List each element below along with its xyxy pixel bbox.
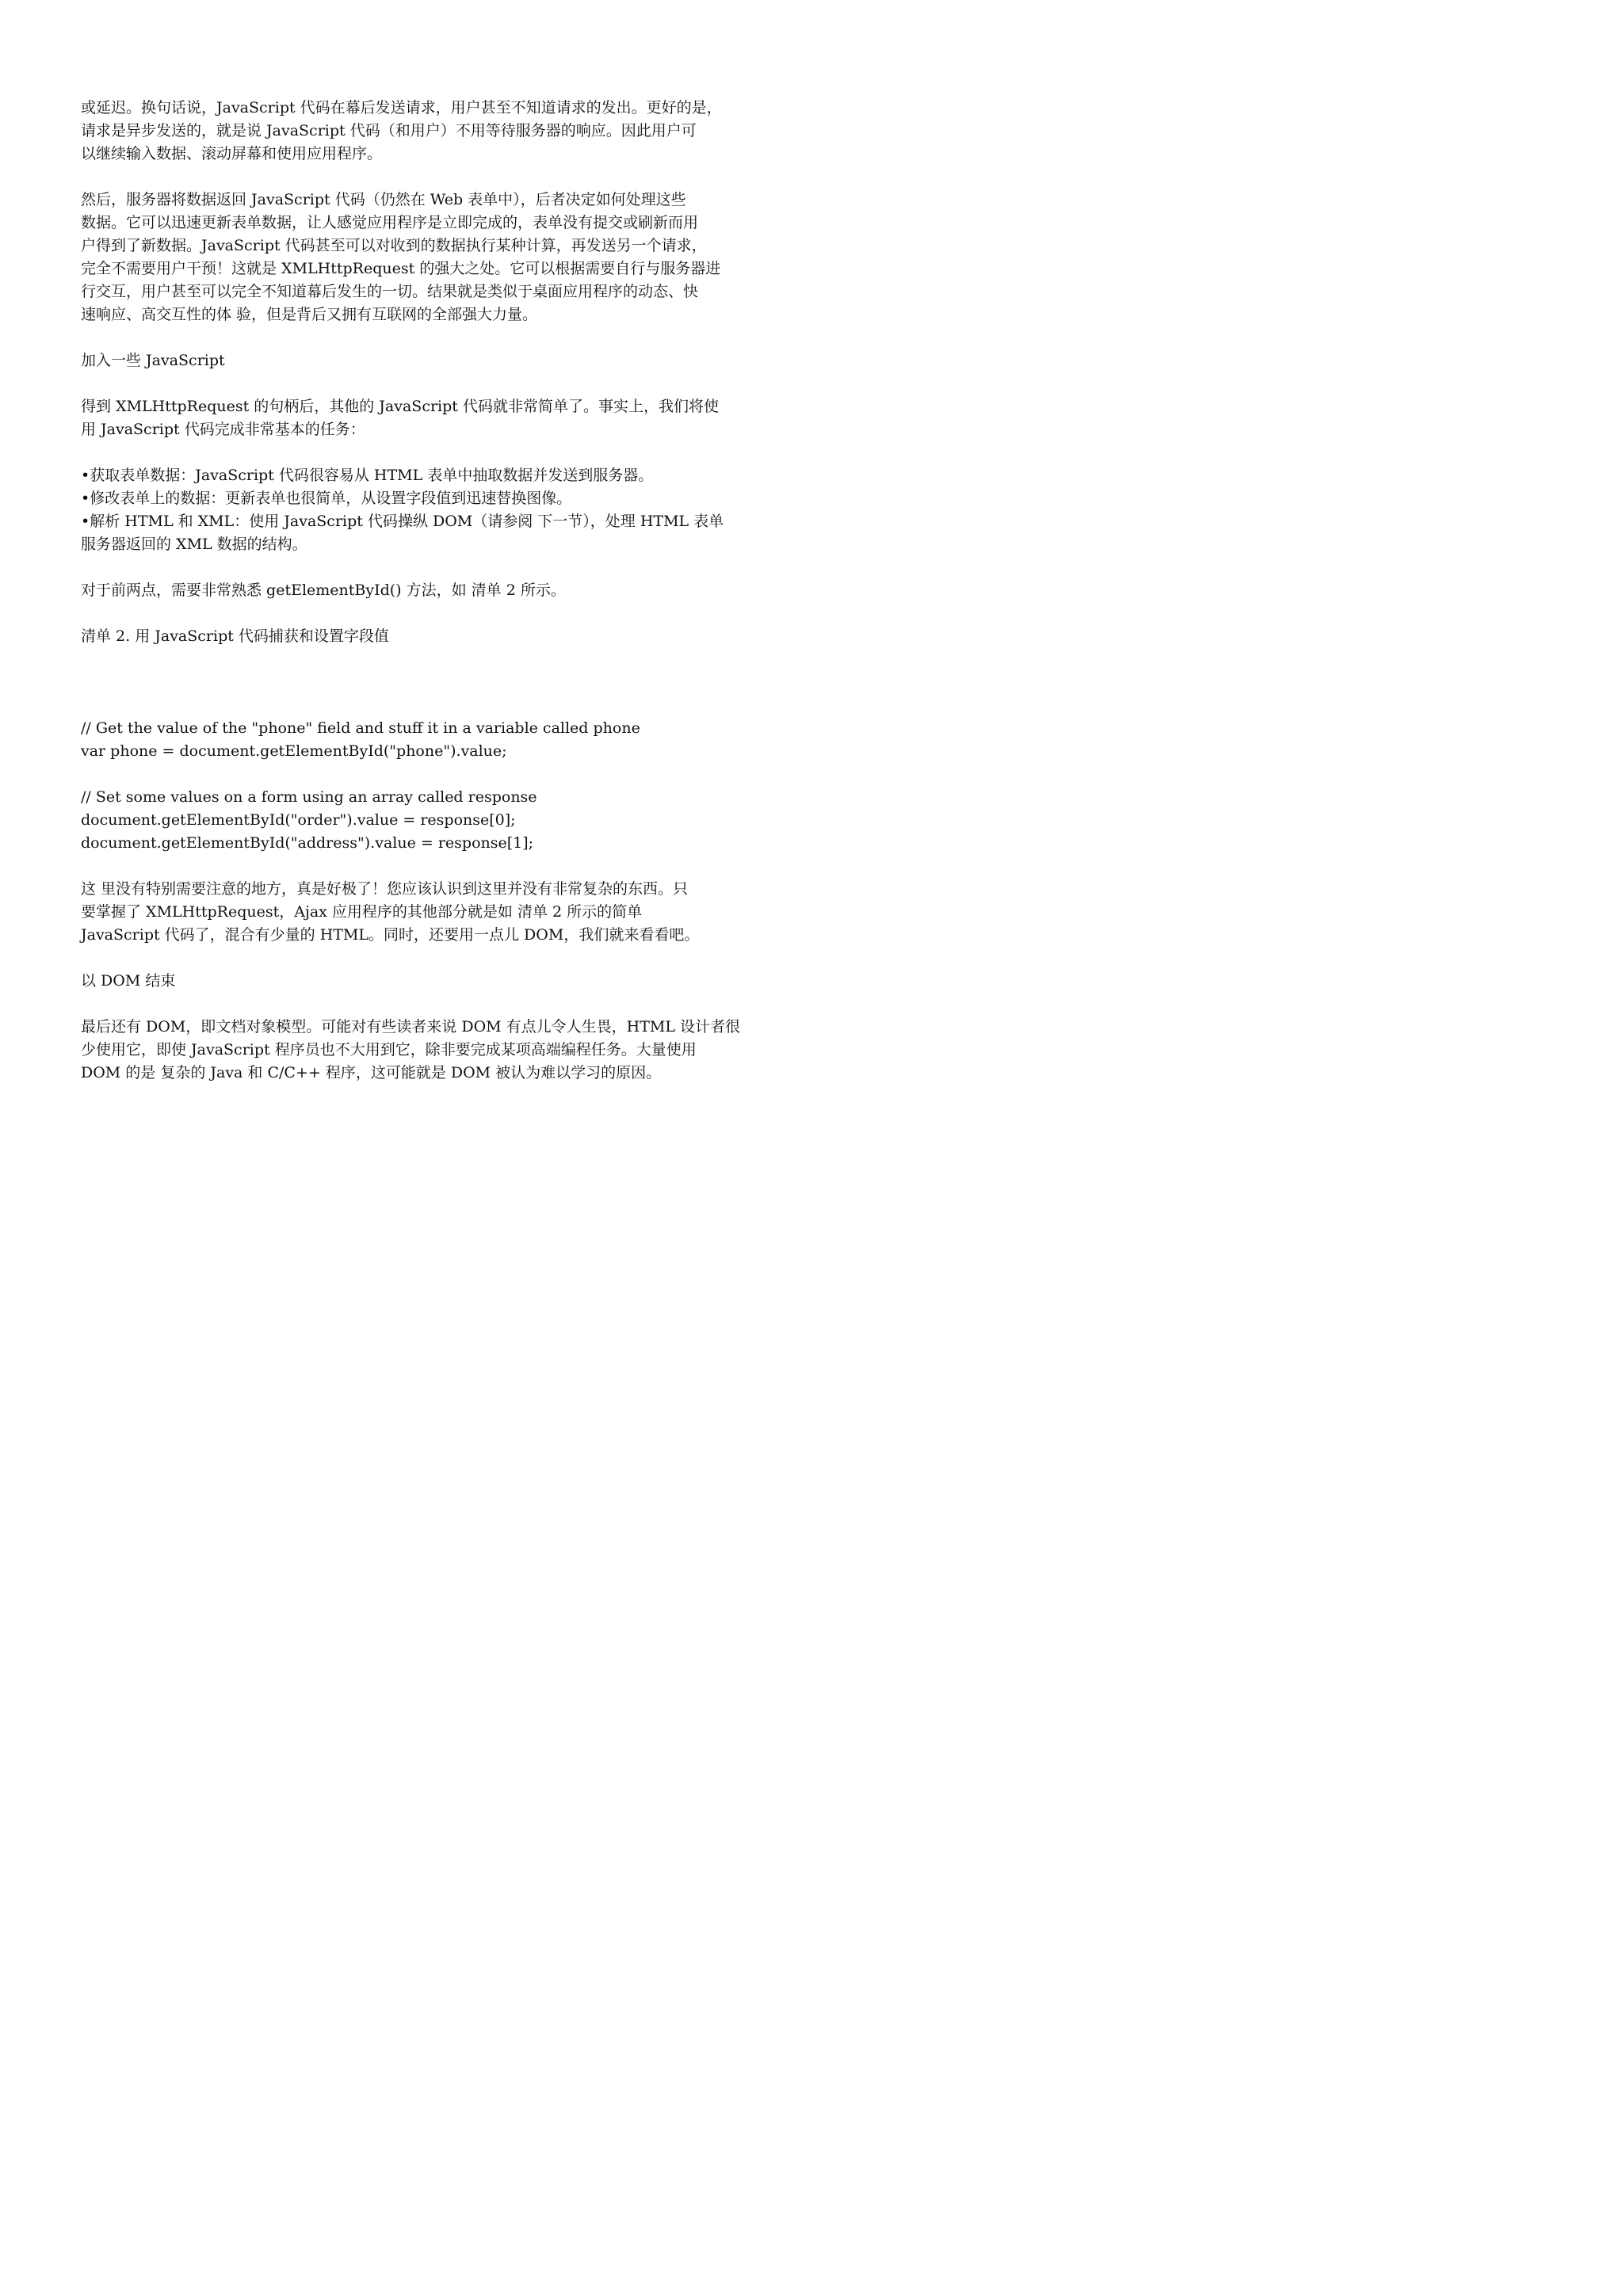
code-blank-line <box>81 763 802 786</box>
list-item: •解析 HTML 和 XML：使用 JavaScript 代码操纵 DOM（请参阅 下一节），处理 HTML 表单 <box>81 513 724 530</box>
list-item: •修改表单上的数据：更新表单也很简单，从设置字段值到迅速替换图像。 <box>81 490 572 507</box>
paragraph-nothing-special <box>81 878 802 947</box>
text-line: 或延迟。换句话说，JavaScript 代码在幕后发送请求，用户甚至不知道请求的发出。更好的是， <box>81 99 722 116</box>
text-line: 速响应、高交互性的体 验，但是背后又拥有互联网的全部强大力量。 <box>81 306 538 323</box>
bullet-list <box>81 464 802 556</box>
text-line: 请求是异步发送的，就是说 JavaScript 代码（和用户）不用等待服务器的响应。因此用户可 <box>81 122 697 139</box>
code-line: // Set some values on a form using an array called response <box>81 788 537 806</box>
code-line: // Get the value of the "phone" field and stuff it in a variable called phone <box>81 719 640 737</box>
paragraph-server-response <box>81 189 802 326</box>
code-line: document.getElementById("address").value = response[1]; <box>81 834 534 852</box>
text-line: 行交互，用户甚至可以完全不知道幕后发生的一切。结果就是类似于桌面应用程序的动态、快 <box>81 283 699 300</box>
text-line: JavaScript 代码了，混合有少量的 HTML。同时，还要用一点儿 DOM，我们就来看看吧。 <box>81 926 700 944</box>
code-listing <box>81 717 802 855</box>
paragraph-spacer <box>81 372 802 395</box>
list-item-continuation: 服务器返回的 XML 数据的结构。 <box>81 536 307 553</box>
text-line: 用 JavaScript 代码完成非常基本的任务： <box>81 421 365 438</box>
text-line: DOM 的是 复杂的 Java 和 C/C++ 程序，这可能就是 DOM 被认为难以学习的原因。 <box>81 1064 662 1081</box>
text-line: 数据。它可以迅速更新表单数据，让人感觉应用程序是立即完成的，表单没有提交或刷新而用 <box>81 214 699 231</box>
paragraph-spacer <box>81 556 802 579</box>
document-page <box>81 97 802 1085</box>
paragraph-dom-intro <box>81 1016 802 1085</box>
listing-title <box>81 625 802 648</box>
paragraph-spacer <box>81 441 802 464</box>
paragraph-spacer <box>81 166 802 189</box>
text-line: 这 里没有特别需要注意的地方，真是好极了！您应该认识到这里并没有非常复杂的东西。只 <box>81 880 689 898</box>
text-line: 少使用它，即使 JavaScript 程序员也不大用到它，除非要完成某项高端编程任务。大量使用 <box>81 1041 697 1058</box>
list-item: •获取表单数据：JavaScript 代码很容易从 HTML 表单中抽取数据并发送到服务器。 <box>81 467 654 484</box>
code-line: var phone = document.getElementById("phone").value; <box>81 742 507 760</box>
text-line: 要掌握了 XMLHttpRequest，Ajax 应用程序的其他部分就是如 清单 2 所示的简单 <box>81 903 643 921</box>
heading-text: 以 DOM 结束 <box>81 972 176 990</box>
text-line: 对于前两点，需要非常熟悉 getElementById() 方法，如 清单 2 所示。 <box>81 582 566 599</box>
paragraph-async-request <box>81 97 802 166</box>
text-line: 然后，服务器将数据返回 JavaScript 代码（仍然在 Web 表单中），后者决定如何处理这些 <box>81 191 686 208</box>
listing-title-text: 清单 2. 用 JavaScript 代码捕获和设置字段值 <box>81 627 389 645</box>
section-heading-javascript <box>81 349 802 372</box>
paragraph-spacer <box>81 993 802 1016</box>
paragraph-getelementbyid <box>81 579 802 602</box>
section-heading-dom <box>81 970 802 993</box>
paragraph-spacer <box>81 326 802 349</box>
code-spacer <box>81 648 802 717</box>
text-line: 户得到了新数据。JavaScript 代码甚至可以对收到的数据执行某种计算，再发送另一个请求， <box>81 237 707 254</box>
paragraph-xmlhttprequest-handle <box>81 395 802 441</box>
text-line: 完全不需要用户干预！这就是 XMLHttpRequest 的强大之处。它可以根据需要自行与服务器进 <box>81 260 721 277</box>
heading-text: 加入一些 JavaScript <box>81 352 225 369</box>
text-line: 得到 XMLHttpRequest 的句柄后，其他的 JavaScript 代码就非常简单了。事实上，我们将使 <box>81 398 719 415</box>
text-line: 以继续输入数据、滚动屏幕和使用应用程序。 <box>81 145 383 162</box>
text-line: 最后还有 DOM，即文档对象模型。可能对有些读者来说 DOM 有点儿令人生畏，HTML 设计者很 <box>81 1018 741 1035</box>
paragraph-spacer <box>81 855 802 878</box>
code-line: document.getElementById("order").value = response[0]; <box>81 811 516 829</box>
paragraph-spacer <box>81 947 802 970</box>
paragraph-spacer <box>81 602 802 625</box>
